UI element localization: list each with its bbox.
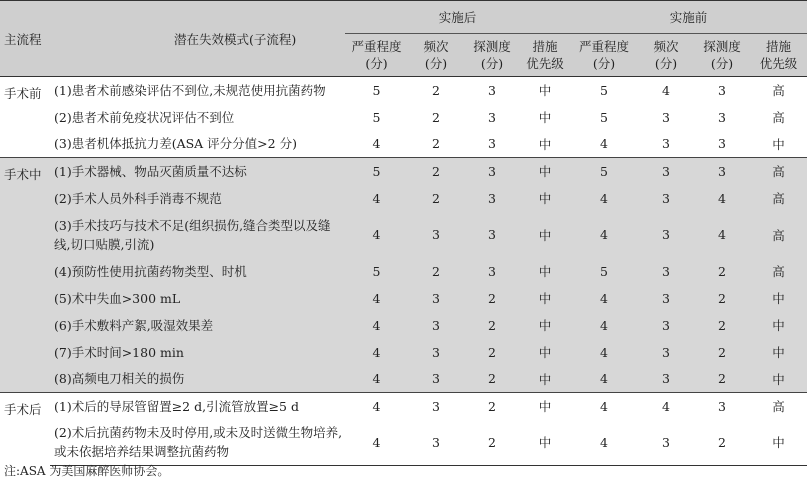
before-priority-cell: 中 [750, 420, 807, 466]
before-detection-cell: 3 [694, 77, 750, 104]
after-detection-cell: 3 [464, 77, 520, 104]
header-after-detection: 探测度 (分) [464, 34, 520, 77]
table-row [0, 366, 807, 393]
failure-mode-cell: (1)手术器械、物品灭菌质量不达标 [50, 158, 345, 185]
before-detection-cell: 2 [694, 420, 750, 466]
after-detection-cell: 3 [464, 258, 520, 285]
table-row [0, 131, 807, 158]
failure-mode-cell: (2)患者术前免疫状况评估不到位 [50, 104, 345, 131]
failure-mode-cell: (5)术中失血>300 mL [50, 285, 345, 312]
before-priority-cell: 高 [750, 77, 807, 104]
before-frequency-cell: 3 [638, 366, 694, 393]
before-detection-cell: 2 [694, 366, 750, 393]
before-frequency-cell: 3 [638, 339, 694, 366]
after-priority-cell: 中 [520, 420, 570, 466]
table-row [0, 258, 807, 285]
after-frequency-cell: 3 [408, 420, 464, 466]
after-priority-cell: 中 [520, 285, 570, 312]
table-row [0, 185, 807, 212]
main-process-cell: 手术前 [0, 77, 50, 158]
before-detection-cell: 2 [694, 339, 750, 366]
after-detection-cell: 3 [464, 104, 520, 131]
failure-mode-cell: (3)手术技巧与技术不足(组织损伤,缝合类型以及缝线,切口贴膜,引流) [50, 212, 345, 258]
after-severity-cell: 4 [345, 393, 408, 420]
table-row [0, 312, 807, 339]
after-detection-cell: 2 [464, 393, 520, 420]
header-before-frequency: 频次 (分) [638, 34, 694, 77]
after-detection-cell: 3 [464, 185, 520, 212]
failure-mode-cell: (3)患者机体抵抗力差(ASA 评分分值>2 分) [50, 131, 345, 158]
header-after-group: 实施后 [345, 1, 570, 34]
table-row [0, 393, 807, 420]
after-frequency-cell: 2 [408, 77, 464, 104]
header-before-priority: 措施 优先级 [750, 34, 807, 77]
after-frequency-cell: 3 [408, 339, 464, 366]
after-severity-cell: 4 [345, 366, 408, 393]
before-severity-cell: 5 [570, 77, 638, 104]
before-severity-cell: 4 [570, 285, 638, 312]
after-severity-cell: 5 [345, 104, 408, 131]
header-main-process: 主流程 [0, 1, 50, 77]
after-detection-cell: 3 [464, 131, 520, 158]
after-priority-cell: 中 [520, 393, 570, 420]
table-row [0, 104, 807, 131]
before-severity-cell: 5 [570, 258, 638, 285]
before-detection-cell: 4 [694, 212, 750, 258]
header-failure-mode: 潜在失效模式(子流程) [50, 1, 345, 77]
header-before-group: 实施前 [570, 1, 807, 34]
main-process-cell: 手术中 [0, 158, 50, 393]
table-row [0, 420, 807, 466]
after-detection-cell: 2 [464, 312, 520, 339]
after-severity-cell: 5 [345, 158, 408, 185]
failure-mode-cell: (4)预防性使用抗菌药物类型、时机 [50, 258, 345, 285]
table-row [0, 77, 807, 104]
before-priority-cell: 高 [750, 104, 807, 131]
after-priority-cell: 中 [520, 212, 570, 258]
after-detection-cell: 2 [464, 339, 520, 366]
before-severity-cell: 4 [570, 420, 638, 466]
after-severity-cell: 4 [345, 185, 408, 212]
after-priority-cell: 中 [520, 339, 570, 366]
table-row [0, 158, 807, 185]
before-frequency-cell: 3 [638, 104, 694, 131]
before-priority-cell: 高 [750, 185, 807, 212]
header-before-detection: 探测度 (分) [694, 34, 750, 77]
header-after-severity: 严重程度 (分) [345, 34, 408, 77]
after-priority-cell: 中 [520, 366, 570, 393]
before-detection-cell: 3 [694, 104, 750, 131]
table-row [0, 339, 807, 366]
after-priority-cell: 中 [520, 312, 570, 339]
after-severity-cell: 4 [345, 131, 408, 158]
before-detection-cell: 2 [694, 312, 750, 339]
header-after-priority: 措施 优先级 [520, 34, 570, 77]
after-severity-cell: 4 [345, 212, 408, 258]
after-frequency-cell: 2 [408, 185, 464, 212]
after-frequency-cell: 2 [408, 104, 464, 131]
after-priority-cell: 中 [520, 258, 570, 285]
before-frequency-cell: 3 [638, 312, 694, 339]
before-detection-cell: 2 [694, 258, 750, 285]
before-severity-cell: 4 [570, 339, 638, 366]
after-detection-cell: 2 [464, 420, 520, 466]
before-frequency-cell: 3 [638, 131, 694, 158]
before-frequency-cell: 4 [638, 393, 694, 420]
before-priority-cell: 中 [750, 131, 807, 158]
before-frequency-cell: 3 [638, 212, 694, 258]
before-severity-cell: 5 [570, 158, 638, 185]
before-frequency-cell: 4 [638, 77, 694, 104]
before-priority-cell: 中 [750, 339, 807, 366]
after-detection-cell: 3 [464, 212, 520, 258]
after-frequency-cell: 2 [408, 158, 464, 185]
before-frequency-cell: 3 [638, 185, 694, 212]
after-priority-cell: 中 [520, 158, 570, 185]
before-severity-cell: 4 [570, 312, 638, 339]
failure-mode-cell: (1)术后的导尿管留置≥2 d,引流管放置≥5 d [50, 393, 345, 420]
before-frequency-cell: 3 [638, 285, 694, 312]
after-frequency-cell: 3 [408, 393, 464, 420]
failure-mode-cell: (1)患者术前感染评估不到位,未规范使用抗菌药物 [50, 77, 345, 104]
after-frequency-cell: 3 [408, 366, 464, 393]
before-severity-cell: 4 [570, 366, 638, 393]
before-severity-cell: 4 [570, 212, 638, 258]
before-priority-cell: 高 [750, 393, 807, 420]
after-severity-cell: 4 [345, 420, 408, 466]
before-priority-cell: 中 [750, 285, 807, 312]
after-priority-cell: 中 [520, 104, 570, 131]
failure-mode-cell: (2)术后抗菌药物未及时停用,或未及时送微生物培养,或未依据培养结果调整抗菌药物 [50, 420, 345, 466]
before-detection-cell: 3 [694, 393, 750, 420]
before-frequency-cell: 3 [638, 158, 694, 185]
failure-mode-cell: (2)手术人员外科手消毒不规范 [50, 185, 345, 212]
before-detection-cell: 4 [694, 185, 750, 212]
before-priority-cell: 高 [750, 158, 807, 185]
table-row [0, 285, 807, 312]
before-severity-cell: 4 [570, 185, 638, 212]
before-detection-cell: 3 [694, 158, 750, 185]
failure-mode-cell: (7)手术时间>180 min [50, 339, 345, 366]
table-note: 注:ASA 为美国麻醉医师协会。 [4, 464, 170, 478]
after-frequency-cell: 2 [408, 258, 464, 285]
after-severity-cell: 4 [345, 285, 408, 312]
before-priority-cell: 高 [750, 258, 807, 285]
after-frequency-cell: 3 [408, 212, 464, 258]
after-priority-cell: 中 [520, 131, 570, 158]
before-priority-cell: 中 [750, 366, 807, 393]
after-severity-cell: 4 [345, 339, 408, 366]
after-priority-cell: 中 [520, 77, 570, 104]
table-row [0, 212, 807, 258]
before-severity-cell: 4 [570, 131, 638, 158]
before-frequency-cell: 3 [638, 420, 694, 466]
before-severity-cell: 5 [570, 104, 638, 131]
after-severity-cell: 4 [345, 312, 408, 339]
after-detection-cell: 2 [464, 366, 520, 393]
before-priority-cell: 高 [750, 212, 807, 258]
before-priority-cell: 中 [750, 312, 807, 339]
before-severity-cell: 4 [570, 393, 638, 420]
failure-mode-cell: (6)手术敷料产絮,吸湿效果差 [50, 312, 345, 339]
after-frequency-cell: 3 [408, 285, 464, 312]
before-frequency-cell: 3 [638, 258, 694, 285]
header-before-severity: 严重程度 (分) [570, 34, 638, 77]
after-severity-cell: 5 [345, 258, 408, 285]
before-detection-cell: 2 [694, 285, 750, 312]
after-detection-cell: 3 [464, 158, 520, 185]
after-priority-cell: 中 [520, 185, 570, 212]
header-after-frequency: 频次 (分) [408, 34, 464, 77]
main-process-cell: 手术后 [0, 393, 50, 466]
after-detection-cell: 2 [464, 285, 520, 312]
after-frequency-cell: 3 [408, 312, 464, 339]
after-severity-cell: 5 [345, 77, 408, 104]
before-detection-cell: 3 [694, 131, 750, 158]
failure-mode-cell: (8)高频电刀相关的损伤 [50, 366, 345, 393]
after-frequency-cell: 2 [408, 131, 464, 158]
